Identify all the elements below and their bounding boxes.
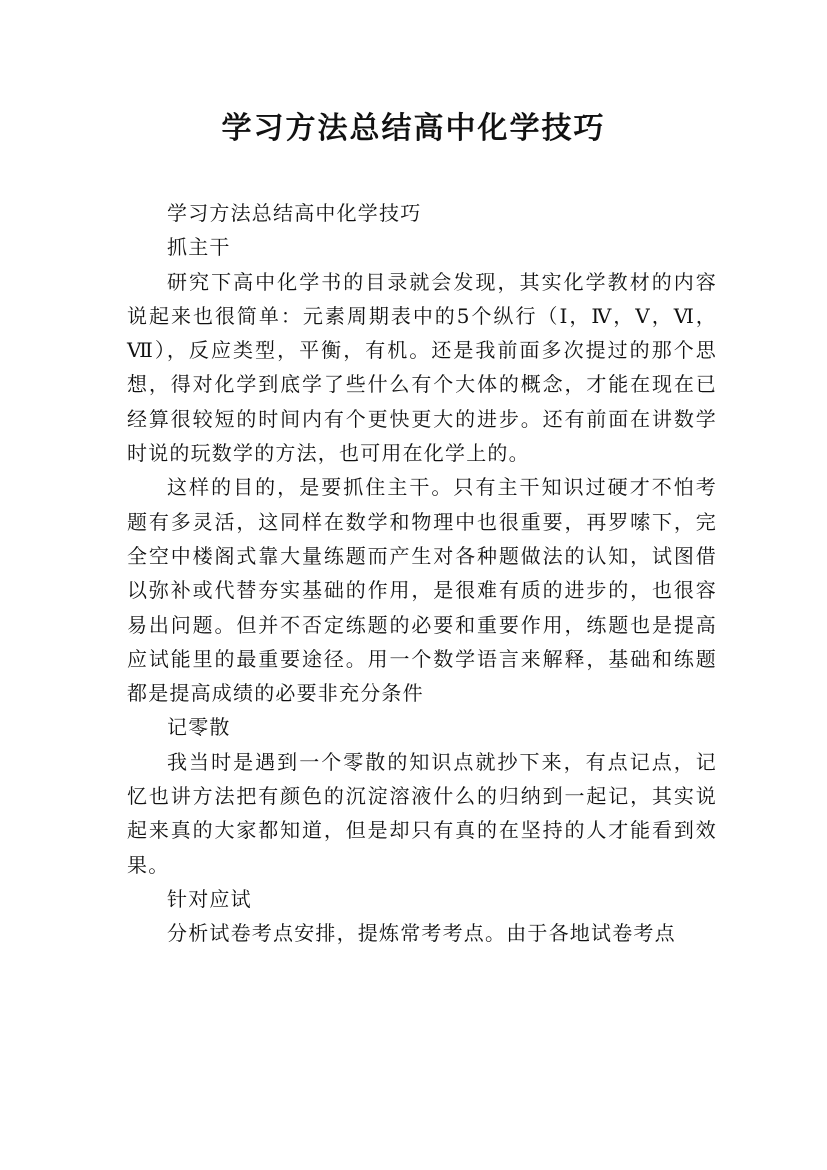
section-heading-scattered-notes: 记零散 xyxy=(167,715,231,740)
paragraph: 我当时是遇到一个零散的知识点就抄下来，有点记点，记忆也讲方法把有颜色的沉淀溶液什么的归纳到一起记，其实说起来真的大家都知道，但是却只有真的在坚持的人才能看到效果。 xyxy=(127,749,717,877)
section-heading-main-trunk: 抓主干 xyxy=(167,235,231,260)
paragraph: 研究下高中化学书的目录就会发现，其实化学教材的内容说起来也很简单：元素周期表中的5个纵行（Ⅰ，Ⅳ，Ⅴ，Ⅵ，Ⅶ），反应类型，平衡，有机。还是我前面多次提过的那个思想，得对化学到底学了些什么有个大体的概念，才能在现在已经算很较短的时间内有个更快更大的进步。还有前面在讲数学时说的玩数学的方法，也可用在化学上的。 xyxy=(127,269,717,466)
document-title: 学习方法总结高中化学技巧 xyxy=(221,111,606,146)
paragraph: 这样的目的，是要抓住主干。只有主干知识过硬才不怕考题有多灵活，这同样在数学和物理中也很重要，再罗嗦下，完全空中楼阁式靠大量练题而产生对各种题做法的认知，试图借以弥补或代替夯实基础的作用，是很难有质的进步的，也很容易出问题。但并不否定练题的必要和重要作用，练题也是提高应试能里的最重要途径。用一个数学语言来解释，基础和练题都是提高成绩的必要非充分条件 xyxy=(127,475,717,706)
subtitle-line: 学习方法总结高中化学技巧 xyxy=(167,201,422,225)
document-body xyxy=(127,196,717,951)
paragraph: 分析试卷考点安排，提炼常考考点。由于各地试卷考点 xyxy=(167,921,676,946)
section-heading-exam-focus: 针对应试 xyxy=(167,886,252,911)
